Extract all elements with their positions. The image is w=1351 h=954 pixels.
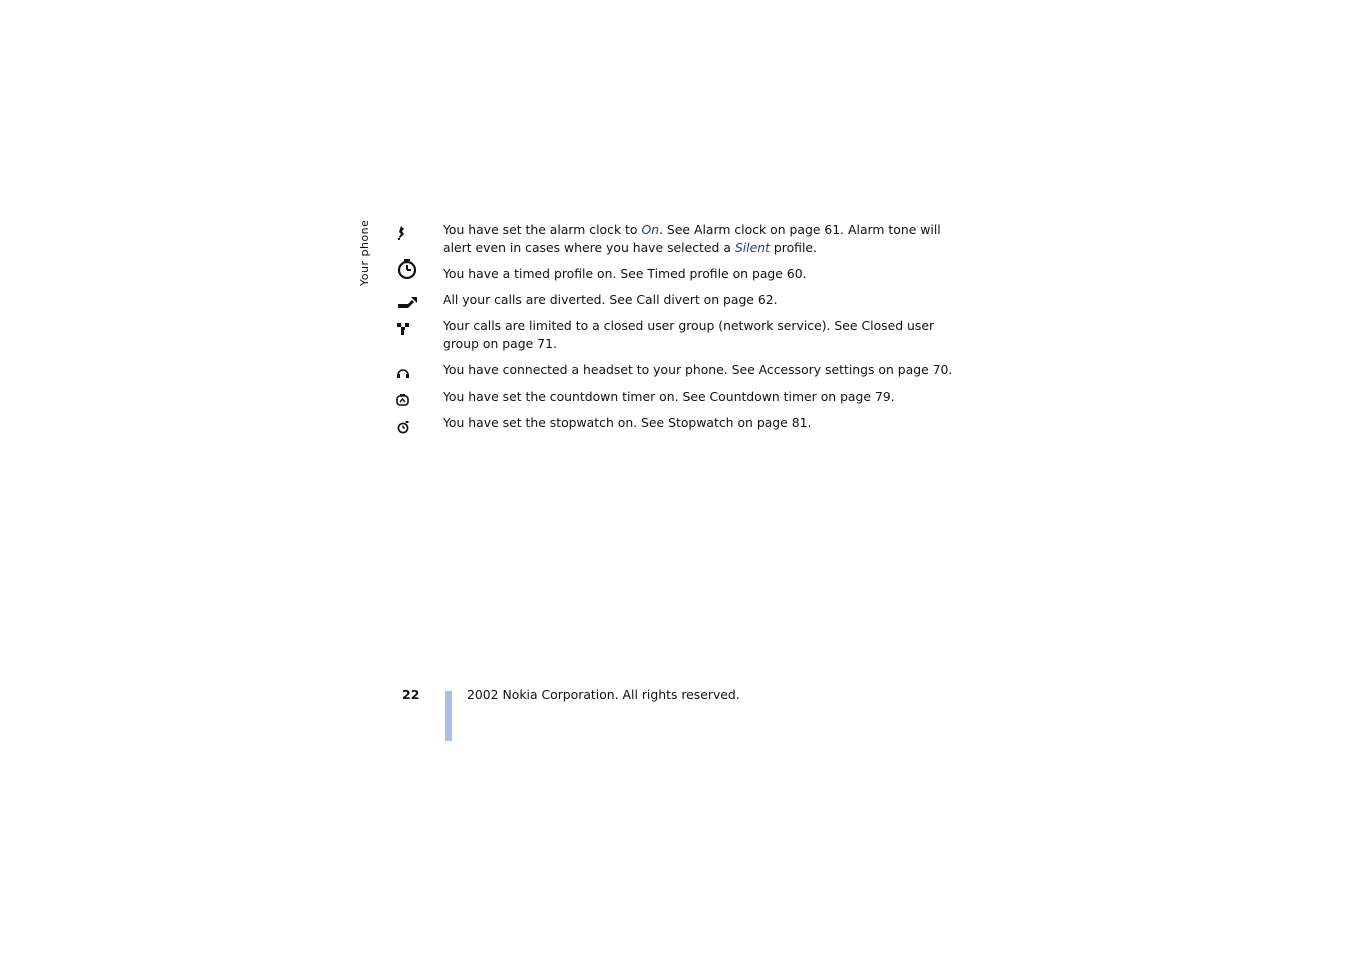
section-label: Your phone	[358, 219, 371, 286]
headset-icon	[395, 367, 421, 389]
call-divert-icon	[395, 295, 421, 317]
page-number: 22	[402, 687, 420, 702]
entry-text: You have set the alarm clock to On. See Alarm clock on page 61. Alarm tone will alert even in cases where you have selected a Silent profile.	[443, 222, 941, 255]
entry-text: You have a timed profile on. See Timed profile on page 60.	[443, 266, 807, 281]
emphasis-silent: Silent	[734, 240, 770, 255]
entry-text: You have set the stopwatch on. See Stopwatch on page 81.	[443, 415, 812, 430]
entry-text: You have connected a headset to your phone. See Accessory settings on page 70.	[443, 362, 953, 377]
stopwatch-icon	[395, 420, 421, 442]
entry-text: Your calls are limited to a closed user group (network service). See Closed user group on page 71.	[443, 318, 935, 351]
emphasis-on: On	[641, 222, 660, 237]
alarm-clock-icon	[395, 225, 421, 247]
timed-profile-icon	[395, 257, 421, 279]
copyright-notice: 2002 Nokia Corporation. All rights reserved.	[467, 687, 740, 702]
closed-user-group-icon	[395, 322, 421, 344]
entry-text: All your calls are diverted. See Call divert on page 62.	[443, 292, 778, 307]
countdown-timer-icon	[395, 393, 421, 415]
footer-accent-bar	[445, 691, 452, 741]
entry-text: You have set the countdown timer on. See Countdown timer on page 79.	[443, 389, 895, 404]
